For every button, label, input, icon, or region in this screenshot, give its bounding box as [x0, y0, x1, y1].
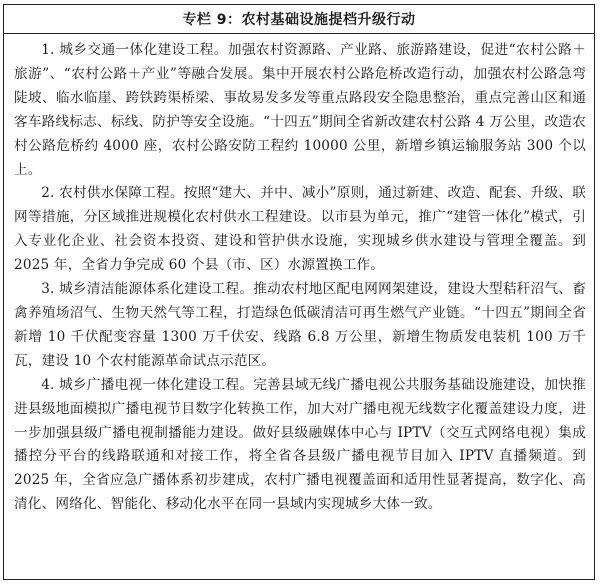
paragraph-clean-energy: 3. 城乡清洁能源体系化建设工程。推动农村地区配电网网架建设，建设大型秸秆沼气、畜禽养殖场沼气、生物天然气等工程，打造绿色低碳清洁可再生燃气产业链。“十四五”期间全省新增 10 千伏配变容量 1300 万千伏安、线路 6.8 万公里，新增生物质发电装机 100 万千瓦，建设 10 个农村能源革命试点示范区。: [14, 281, 586, 369]
paragraph-transport: 1. 城乡交通一体化建设工程。加强农村资源路、产业路、旅游路建设，促进“农村公路＋旅游”、“农村公路＋产业”等融合发展。集中开展农村公路危桥改造行动，加强农村公路急弯陡坡、临水临崖、跨铁跨渠桥梁、事故易发多发等重点路段安全隐患整治，重点完善山区和通客车路线标志、标线、防护等安全设施。“十四五”期间全省新改建农村公路 4 万公里，改造农村公路危桥约 4000 座，农村公路安防工程约 10000 公里，新增乡镇运输服务站 300 个以上。: [14, 42, 586, 178]
title-bar: [4, 5, 594, 34]
column-content: [4, 34, 594, 517]
paragraph-water-supply: 2. 农村供水保障工程。按照“建大、并中、减小”原则，通过新建、改造、配套、升级、联网等措施，分区域推进规模化农村供水工程建设。以市县为单元，推广“建管一体化”模式，引入专业化企业、社会资本投资、建设和管护供水设施，实现城乡供水建设与管理全覆盖。到 2025 年，全省力争完成 60 个县（市、区）水源置换工作。: [14, 185, 586, 274]
column-title: 专栏 9：农村基础设施提档升级行动: [182, 12, 416, 28]
paragraph-broadcasting: 4. 城乡广播电视一体化建设工程。完善县域无线广播电视公共服务基础设施建设，加快推进县级地面模拟广播电视节目数字化转换工作，加大对广播电视无线数字化覆盖建设力度，进一步加强县级广播电视制播能力建设。做好县级融媒体中心与 IPTV（交互式网络电视）集成播控分平台的线路联通和对接工作，将全省各县级广播电视节目加入 IPTV 直播频道。到 2025 年，全省应急广播体系初步建成，农村广播电视覆盖面和适用性显著提高，数字化、高清化、网络化、智能化、移动化水平在同一县域内实现城乡大体一致。: [14, 376, 586, 513]
column-box: [3, 4, 595, 580]
